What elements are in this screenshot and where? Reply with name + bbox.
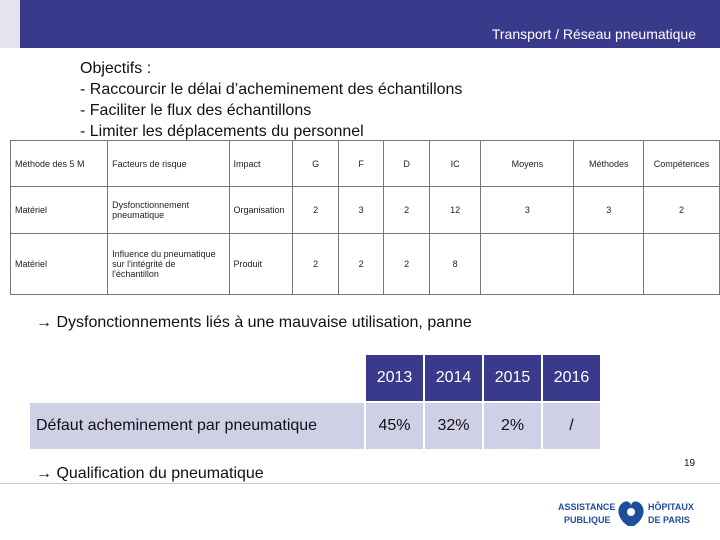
objectives-block	[80, 58, 462, 142]
year-cell: 2014	[425, 355, 482, 401]
note-dysfonctionnements	[36, 314, 472, 332]
note-text: Dysfonctionnements liés à une mauvaise utilisation, panne	[56, 314, 472, 331]
objective-item: - Limiter les déplacements du personnel	[80, 123, 364, 140]
header-cell: G	[293, 141, 339, 187]
table-cell: Organisation	[229, 187, 293, 234]
objectives-heading: Objectifs :	[80, 60, 152, 77]
table-cell: 3	[574, 187, 644, 234]
arrow-right-icon: →	[36, 314, 57, 331]
table-row	[11, 234, 720, 295]
year-cell: 2013	[366, 355, 423, 401]
logo-text-publique: PUBLIQUE	[564, 515, 611, 525]
table-cell: 3	[338, 187, 383, 234]
table-cell: 12	[429, 187, 480, 234]
page-number: 19	[684, 458, 696, 469]
header-tile-light	[0, 0, 20, 48]
table-cell: Influence du pneumatique sur l'intégrité de l'échantillon	[108, 234, 229, 295]
percent-cell: 2%	[484, 403, 541, 449]
table-cell: Matériel	[11, 187, 108, 234]
header-cell: Moyens	[481, 141, 574, 187]
header-cell: Compétences	[644, 141, 720, 187]
table-cell: 2	[338, 234, 383, 295]
header-cell: Impact	[229, 141, 293, 187]
header-cell: D	[384, 141, 430, 187]
table-cell: 2	[293, 234, 339, 295]
stats-header-row	[30, 355, 600, 401]
table-cell: Produit	[229, 234, 293, 295]
aphp-logo	[558, 496, 708, 530]
footer-divider	[0, 483, 720, 484]
note-qualification	[36, 465, 264, 483]
table-cell: 2	[384, 234, 430, 295]
logo-text-assistance: ASSISTANCE	[558, 502, 616, 512]
header-cell: Méthodes	[574, 141, 644, 187]
table-header-row	[11, 141, 720, 187]
percent-cell: 45%	[366, 403, 423, 449]
header-cell: Méthode des 5 M	[11, 141, 108, 187]
note-text: Qualification du pneumatique	[56, 465, 264, 482]
stats-value-row	[30, 403, 600, 449]
logo-emblem-icon	[618, 501, 643, 526]
table-cell: 2	[384, 187, 430, 234]
table-cell: 3	[481, 187, 574, 234]
percent-cell: 32%	[425, 403, 482, 449]
table-cell: 2	[644, 187, 720, 234]
objective-item: - Faciliter le flux des échantillons	[80, 102, 312, 119]
year-cell: 2015	[484, 355, 541, 401]
arrow-right-icon: →	[36, 465, 57, 482]
risk-analysis-table	[10, 140, 720, 295]
year-cell: 2016	[543, 355, 600, 401]
table-cell: Dysfonctionnement pneumatique	[108, 187, 229, 234]
table-cell: 8	[429, 234, 480, 295]
logo-text-hopitaux: HÔPITAUX	[648, 502, 694, 512]
percent-cell: /	[543, 403, 600, 449]
header-cell: Facteurs de risque	[108, 141, 229, 187]
slide-header-title: Transport / Réseau pneumatique	[491, 26, 696, 42]
table-cell: Matériel	[11, 234, 108, 295]
header-cell: F	[338, 141, 383, 187]
table-cell	[574, 234, 644, 295]
table-row	[11, 187, 720, 234]
stats-corner-cell	[30, 355, 364, 401]
table-cell	[644, 234, 720, 295]
yearly-stats-table	[30, 355, 600, 449]
header-tile-dark	[20, 0, 74, 48]
stats-row-label: Défaut acheminement par pneumatique	[30, 403, 364, 449]
objective-item: - Raccourcir le délai d’acheminement des échantillons	[80, 81, 463, 98]
header-cell: IC	[429, 141, 480, 187]
logo-text-de-paris: DE PARIS	[648, 515, 690, 525]
table-cell: 2	[293, 187, 339, 234]
table-cell	[481, 234, 574, 295]
